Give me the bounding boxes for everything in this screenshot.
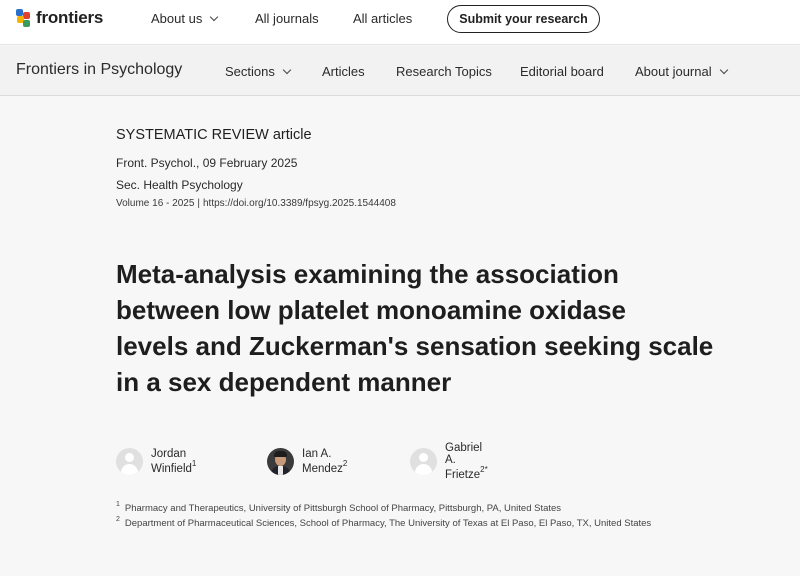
logo-text: frontiers — [36, 8, 104, 27]
journal-nav-about-journal[interactable] — [635, 64, 727, 79]
top-navigation-bar — [0, 0, 800, 45]
nav-about-us-label: About us — [151, 11, 203, 26]
article-header — [0, 97, 800, 576]
journal-nav-editorial-board[interactable] — [520, 64, 604, 79]
title-line: between low platelet monoamine oxidase — [116, 295, 627, 325]
affiliation-number: 2 — [116, 516, 120, 523]
journal-nav-research-topics-label: Research Topics — [396, 64, 492, 79]
nav-about-us[interactable] — [151, 11, 217, 26]
nav-all-articles[interactable] — [353, 11, 412, 26]
journal-nav-research-topics[interactable] — [396, 64, 492, 79]
affiliation-text: Department of Pharmaceutical Sciences, School of Pharmacy, The University of Texas at El Paso, El Paso, TX, United States — [124, 518, 652, 530]
article-type: SYSTEMATIC REVIEW article — [116, 127, 312, 143]
nav-all-articles-label: All articles — [353, 11, 413, 26]
journal-name-link[interactable]: Frontiers in Psychology — [16, 61, 183, 78]
journal-nav-about-journal-label: About journal — [635, 64, 712, 79]
chevron-down-icon — [210, 13, 218, 21]
affiliation — [116, 502, 561, 514]
journal-nav-articles[interactable] — [322, 64, 365, 79]
frontiers-logo[interactable] — [16, 7, 103, 29]
author-name: Jordan Winfield$^1$ — [151, 447, 197, 475]
volume-doi-line — [116, 198, 396, 209]
journal-nav-articles-label: Articles — [322, 64, 365, 79]
title-line: in a sex dependent manner — [116, 367, 452, 397]
author-photo-avatar — [267, 448, 294, 475]
doi-link[interactable]: https://doi.org/10.3389/fpsyg.2025.1544408 — [203, 198, 396, 209]
author-jordan-winfield[interactable] — [116, 447, 196, 475]
journal-nav-sections-label: Sections — [225, 64, 275, 79]
journal-nav-editorial-board-label: Editorial board — [520, 64, 604, 79]
nav-all-journals-label: All journals — [255, 11, 319, 26]
article-title — [116, 256, 756, 400]
avatar-placeholder-icon — [410, 448, 437, 475]
frontiers-logo-icon — [16, 8, 32, 28]
affiliation — [116, 517, 651, 529]
submit-research-button[interactable]: Submit your research — [447, 5, 600, 33]
affiliation-text: Pharmacy and Therapeutics, University of Pittsburgh School of Pharmacy, Pittsburgh, PA, United States — [124, 503, 562, 515]
chevron-down-icon — [283, 66, 291, 74]
nav-all-journals[interactable] — [255, 11, 319, 26]
author-gabriel-a-frietze[interactable] — [410, 441, 488, 481]
affiliation-number: 1 — [116, 501, 120, 508]
volume-text: Volume 16 - 2025 — [116, 198, 195, 209]
author-name: Gabriel A. Frietze$^{2*}$ — [445, 441, 488, 481]
avatar-placeholder-icon — [116, 448, 143, 475]
journal-navigation-bar — [0, 46, 800, 96]
journal-date: Front. Psychol., 09 February 2025 — [116, 156, 298, 170]
author-ian-a-mendez[interactable] — [267, 447, 347, 475]
separator: | — [197, 198, 200, 209]
title-line: Meta-analysis examining the association — [116, 259, 619, 289]
author-name: Ian A. Mendez$^2$ — [302, 447, 348, 475]
chevron-down-icon — [719, 66, 727, 74]
title-line: levels and Zuckerman's sensation seeking scale — [116, 331, 714, 361]
article-section-link[interactable]: Sec. Health Psychology — [116, 178, 243, 192]
journal-nav-sections[interactable] — [225, 64, 290, 79]
